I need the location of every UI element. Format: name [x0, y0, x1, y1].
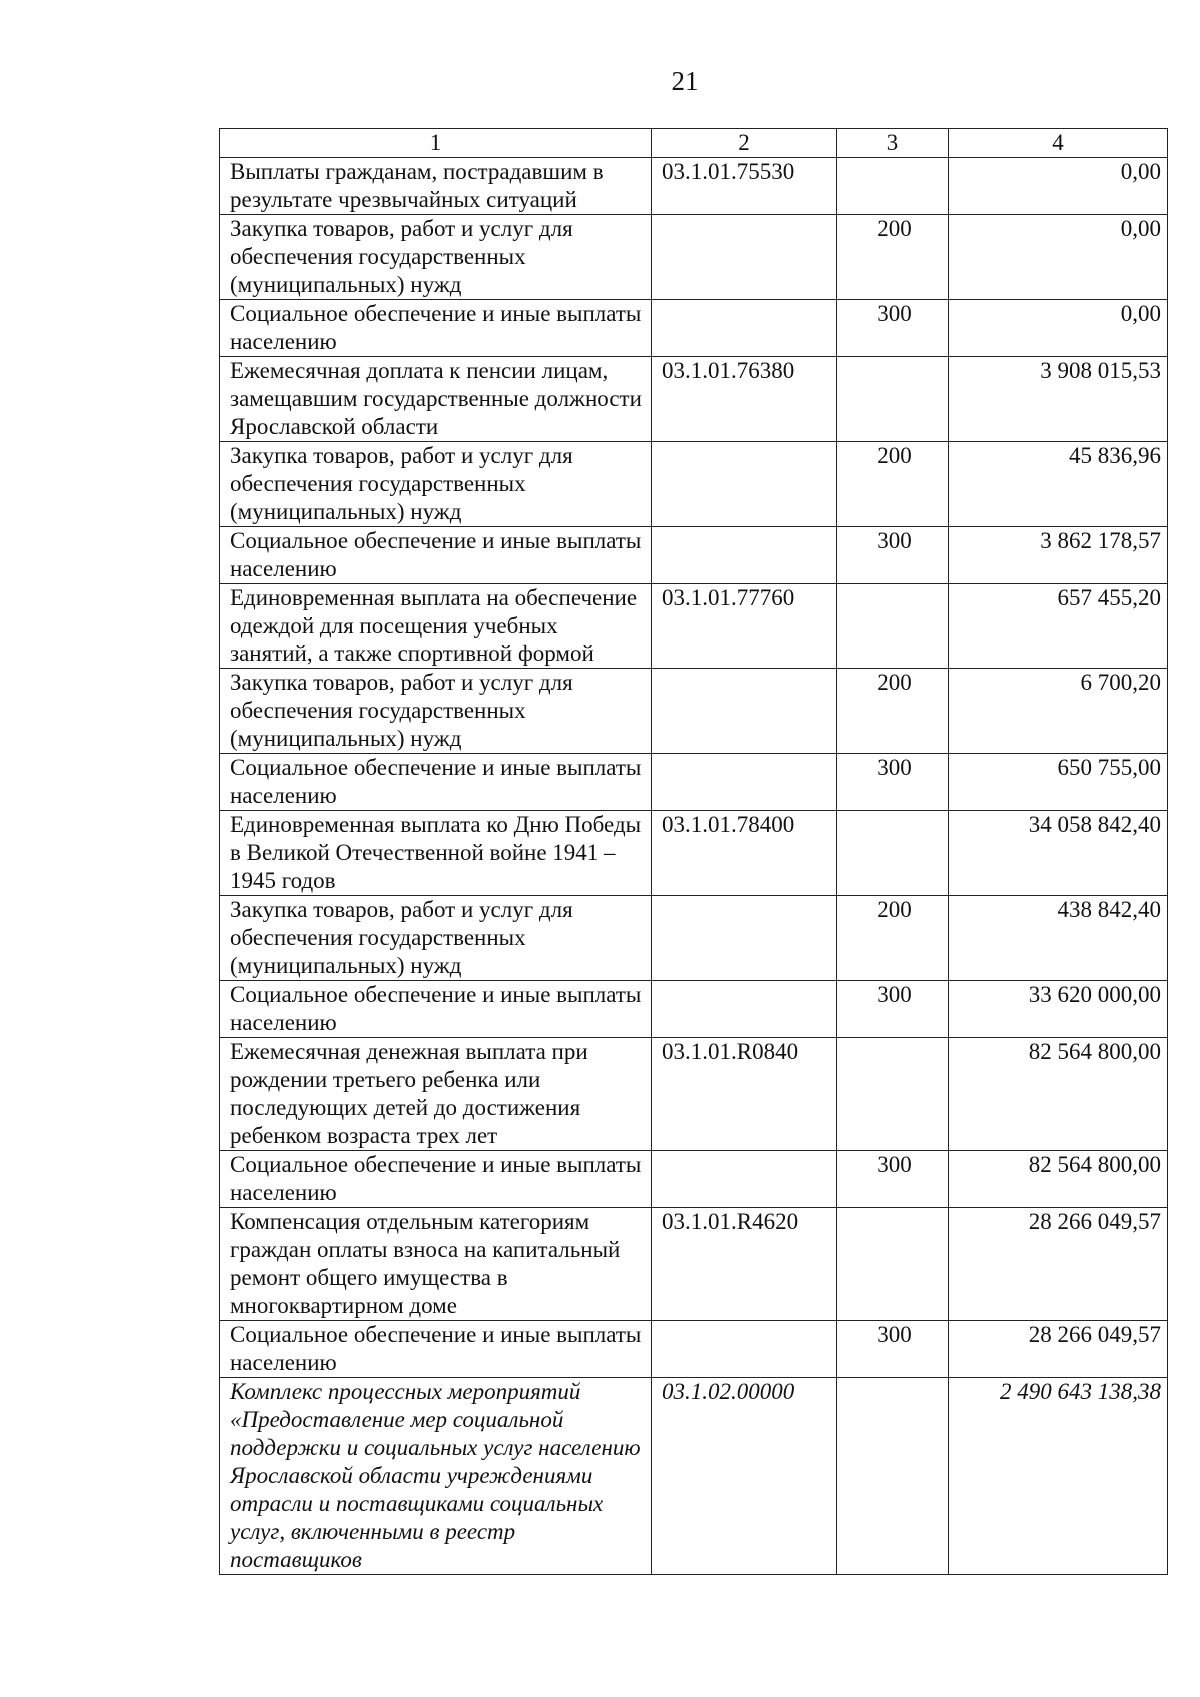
- cell-name: Комплекс процессных мероприятий «Предоставление мер социальной поддержки и социальных услуг населению Ярославской области учреждениями отрасли и поставщиками социальных услуг, включенными в реестр поставщиков: [220, 1378, 652, 1575]
- cell-code: 03.1.01.R4620: [652, 1208, 837, 1321]
- cell-name: Единовременная выплата на обеспечение одеждой для посещения учебных занятий, а также спортивной формой: [220, 584, 652, 669]
- table-row: [220, 1208, 1168, 1321]
- cell-code: [652, 527, 837, 584]
- cell-name: Социальное обеспечение и иные выплаты населению: [220, 754, 652, 811]
- cell-amount: 28 266 049,57: [949, 1208, 1168, 1321]
- cell-code: [652, 215, 837, 300]
- column-header: 3: [837, 129, 949, 158]
- cell-amount: 0,00: [949, 300, 1168, 357]
- cell-code: 03.1.02.00000: [652, 1378, 837, 1575]
- cell-expense-type: [837, 357, 949, 442]
- table-row: [220, 442, 1168, 527]
- cell-name: Социальное обеспечение и иные выплаты населению: [220, 981, 652, 1038]
- cell-code: 03.1.01.77760: [652, 584, 837, 669]
- cell-expense-type: 200: [837, 669, 949, 754]
- budget-table: [219, 128, 1168, 1575]
- cell-amount: 2 490 643 138,38: [949, 1378, 1168, 1575]
- cell-amount: 6 700,20: [949, 669, 1168, 754]
- cell-code: [652, 300, 837, 357]
- column-header: 1: [220, 129, 652, 158]
- cell-name: Социальное обеспечение и иные выплаты населению: [220, 1151, 652, 1208]
- column-header: 2: [652, 129, 837, 158]
- table-row: [220, 1378, 1168, 1575]
- cell-expense-type: [837, 1038, 949, 1151]
- cell-name: Социальное обеспечение и иные выплаты населению: [220, 1321, 652, 1378]
- cell-expense-type: [837, 1378, 949, 1575]
- cell-code: [652, 896, 837, 981]
- cell-expense-type: 300: [837, 754, 949, 811]
- table-row: [220, 158, 1168, 215]
- cell-name: Закупка товаров, работ и услуг для обеспечения государственных (муниципальных) нужд: [220, 896, 652, 981]
- cell-amount: 3 862 178,57: [949, 527, 1168, 584]
- cell-expense-type: 200: [837, 896, 949, 981]
- cell-amount: 438 842,40: [949, 896, 1168, 981]
- table-row: [220, 584, 1168, 669]
- cell-name: Социальное обеспечение и иные выплаты населению: [220, 300, 652, 357]
- column-header: 4: [949, 129, 1168, 158]
- cell-amount: 657 455,20: [949, 584, 1168, 669]
- cell-code: 03.1.01.R0840: [652, 1038, 837, 1151]
- cell-amount: 650 755,00: [949, 754, 1168, 811]
- cell-amount: 82 564 800,00: [949, 1151, 1168, 1208]
- table-body: [220, 158, 1168, 1575]
- table-row: [220, 811, 1168, 896]
- cell-code: [652, 1321, 837, 1378]
- cell-expense-type: [837, 1208, 949, 1321]
- page-number: 21: [671, 66, 699, 96]
- table-row: [220, 527, 1168, 584]
- cell-name: Ежемесячная денежная выплата при рождении третьего ребенка или последующих детей до достижения ребенком возраста трех лет: [220, 1038, 652, 1151]
- cell-expense-type: [837, 811, 949, 896]
- cell-expense-type: 300: [837, 527, 949, 584]
- cell-amount: 0,00: [949, 215, 1168, 300]
- table-row: [220, 754, 1168, 811]
- table-row: [220, 1321, 1168, 1378]
- cell-code: 03.1.01.78400: [652, 811, 837, 896]
- cell-amount: 0,00: [949, 158, 1168, 215]
- table-row: [220, 1038, 1168, 1151]
- table-row: [220, 215, 1168, 300]
- table-header-row: [220, 129, 1168, 158]
- cell-expense-type: 300: [837, 300, 949, 357]
- cell-expense-type: [837, 584, 949, 669]
- table-row: [220, 896, 1168, 981]
- cell-amount: 28 266 049,57: [949, 1321, 1168, 1378]
- table-row: [220, 669, 1168, 754]
- table-row: [220, 1151, 1168, 1208]
- cell-name: Выплаты гражданам, пострадавшим в результате чрезвычайных ситуаций: [220, 158, 652, 215]
- cell-amount: 3 908 015,53: [949, 357, 1168, 442]
- table-row: [220, 357, 1168, 442]
- cell-expense-type: 200: [837, 215, 949, 300]
- table-row: [220, 300, 1168, 357]
- cell-code: 03.1.01.75530: [652, 158, 837, 215]
- cell-code: [652, 669, 837, 754]
- cell-amount: 45 836,96: [949, 442, 1168, 527]
- cell-amount: 82 564 800,00: [949, 1038, 1168, 1151]
- cell-expense-type: 300: [837, 981, 949, 1038]
- cell-name: Единовременная выплата ко Дню Победы в Великой Отечественной войне 1941 – 1945 годов: [220, 811, 652, 896]
- cell-name: Социальное обеспечение и иные выплаты населению: [220, 527, 652, 584]
- cell-name: Закупка товаров, работ и услуг для обеспечения государственных (муниципальных) нужд: [220, 669, 652, 754]
- cell-expense-type: [837, 158, 949, 215]
- cell-amount: 33 620 000,00: [949, 981, 1168, 1038]
- cell-name: Ежемесячная доплата к пенсии лицам, замещавшим государственные должности Ярославской области: [220, 357, 652, 442]
- cell-name: Компенсация отдельным категориям граждан оплаты взноса на капитальный ремонт общего имущества в многоквартирном доме: [220, 1208, 652, 1321]
- cell-amount: 34 058 842,40: [949, 811, 1168, 896]
- cell-code: 03.1.01.76380: [652, 357, 837, 442]
- cell-code: [652, 1151, 837, 1208]
- cell-expense-type: 300: [837, 1321, 949, 1378]
- cell-expense-type: 300: [837, 1151, 949, 1208]
- table-row: [220, 981, 1168, 1038]
- cell-code: [652, 981, 837, 1038]
- cell-name: Закупка товаров, работ и услуг для обеспечения государственных (муниципальных) нужд: [220, 442, 652, 527]
- cell-name: Закупка товаров, работ и услуг для обеспечения государственных (муниципальных) нужд: [220, 215, 652, 300]
- cell-expense-type: 200: [837, 442, 949, 527]
- cell-code: [652, 442, 837, 527]
- cell-code: [652, 754, 837, 811]
